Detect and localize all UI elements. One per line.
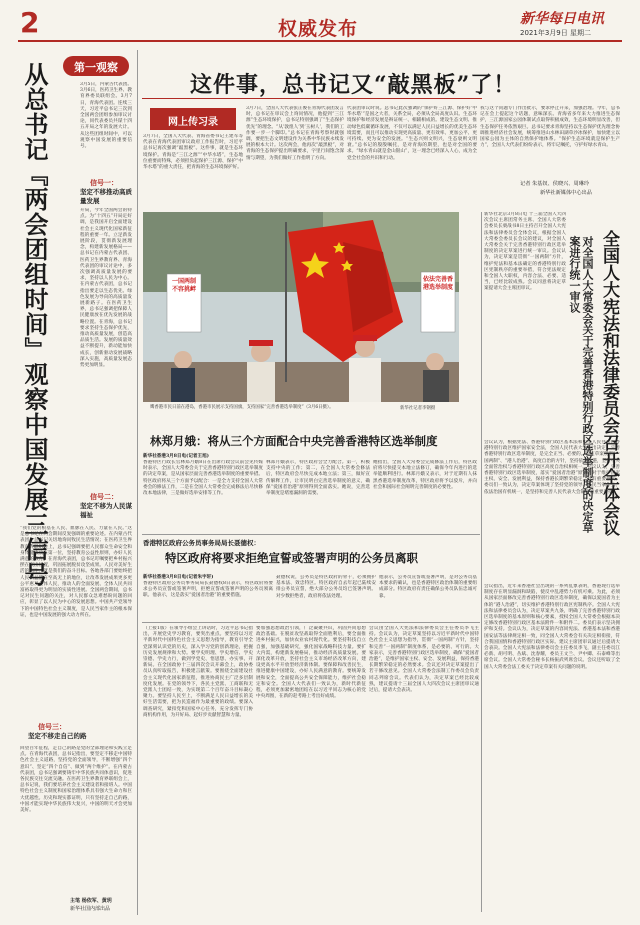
article2-headline: 林郑月娥：将从三个方面配合中央完善香港特区选举制度 (150, 434, 438, 448)
column-badge (63, 56, 129, 76)
column-badge-label: 第一观察 (74, 61, 118, 74)
right-text-2: 会议指出，近年来香港社会出现的一系列乱象表明，香港现行选举制度存在明显漏洞和缺陷，使反中乱港势力有机可乘。为此，必须从国家层面修改完善香港特别行政区选举制度，确保以爱国者为主体的“港人治港”，切实维护香港特别行政区宪制秩序。全国人大宪法和法律委员会认为，决定草案共九条，明确了完善香港特别行政区选举制度的基本原则和核心要素，授权全国人大常委会根据本决定修改香港特别行政区基本法附件一和附件二。委员们表示坚决拥护和支持。会议认为，决定草案的内容同宪法、香港基本法和香港国安法等法律规定相一致，同全国人大常委会有关决定相衔接，符合我国国情和香港特别行政区实际。建议主席团审议通过后提请大会表决。全国人大宪法和法律委员会主任委员李飞，副主任委员江必新、胡可明、丛斌、沈春耀，委员王文兰、尹中卿、石泰峰等出席会议。全国人大常委会秘书长杨振武列席会议。会议还听取了全国人大常委会法工委关于决定草案有关问题的说明。 (484, 584, 620, 670)
person-2-body (247, 362, 275, 402)
signal-2-label: 信号二： (90, 492, 118, 501)
flag-pole (285, 222, 287, 382)
left-text-1: 3月5日，内蒙古代表团。3月6日，医药卫生界、教育界委员联组会。3月7日，青海代表团。连续三天，习近平总书记三次到全国两会团组参加审议讨论，同代表委员共谋十四五开局之年的发展大计。从这些团组时间中，可以观察中国发展的重要信号。 (80, 82, 132, 150)
main-text-col3: 代表团审议时说。总书记此次强调的“保护好三江源、保护好‘中华水塔’”是国之大者，关系全局，必须从全局高度认识。生态环境保护和经济发展是辩证统一、相辅相成的。建设生态文明、推动绿色低碳循环发展，不仅可以满足人民日益增长的优美生态环境需要，而且可以推动实现更高质量、更有效率、更加公平、更可持续、更为安全的发展。“生态兴则文明兴，生态衰则文明衰。”总书记的殷殷嘱托，是对青海的期望，也是对全国的要求。“绿水青山就是金山银山”，这一理念已经深入人心，成为全党全社会的共识和行动。 (347, 106, 477, 161)
signal-1-title: 坚定不移推动高质量发展 (80, 188, 132, 205)
page-number: 2 (20, 6, 40, 39)
signal-3-label: 信号三： (38, 722, 66, 731)
right-headline: 全国人大宪法和法律委员会召开全体会议 (599, 230, 619, 536)
news-photo (143, 212, 459, 402)
main-headline-rule (142, 98, 482, 99)
article2-text-2: 林郑月娥表示，特区政府会全力配合。第一，积极支持中央的工作；第二，在全国人大常委会修法后，特区政府会尽快完成本地立法；第三，做好宣传解释工作，让市民明白完善选举制度的意义，确保“爱国者治港”原则得到全面落实。她说，完善选举制度是堵塞漏洞的需要。 (266, 460, 370, 497)
page-header (0, 0, 640, 40)
article3-text-2: 聂德权说，公务员是特区政府的骨干，必须拥护基本法、效忠特区。特区政府自去年起已陆续安排公务员宣誓，绝大部分公务员均已签署声明。对少数拒绝者，政府将依法处理。 (276, 575, 376, 599)
right-column-divider (481, 212, 482, 912)
person-1-body (171, 368, 195, 402)
article3-text-3: 他表示，公务员宣誓或签署声明，是对公务员基本要求的确认，也是香港特区政治体制的重要组成部分。特区政府有责任确保公务员队伍忠诚可靠。 (379, 575, 477, 599)
person-3-body (349, 358, 381, 402)
section-title: 权威发布 (278, 18, 359, 40)
left-byline: 主笔 杨依军、黄玥 (70, 898, 112, 904)
right-top-text: 新华社北京3月8日电 十三届全国人大四次会议主席团常务主席、全国人大常委会委员长栗战书8日主持召开全国人大宪法和法律委员会全体会议，根据全国人大常委会委员长会议的建议，对全国人大常委会关于完善香港特别行政区选举制度的决定草案进行统一审议。会议认为，决定草案是贯彻“一国两制”方针，维护宪法和基本法确定的香港特别行政区宪制秩序的重要举措，符合宪法规定和全国人大职权，内容合法、必要、适当，已经比较成熟。会议同意将决定草案提请大会主席团审议。 (484, 212, 566, 292)
main-byline: 记者 朱基钗、侯晓兴、周琳玲 (520, 181, 590, 187)
photo-sign-left: 一国两制 不容挑衅 (171, 278, 196, 293)
main-text-col4: 我与这个问题专门作出批示，要求停止开采，加强治理。今年，总书记在会上提起这个话题，意味深长。青海省多年来大力推进生态保护，三江源国家公园体制试点取得积极成效，生态环境明显改善，但生态保护任务依然艰巨。总书记要求青海坚持以生态保护优先理念协调推进经济社会发展，统筹推进山水林田湖草沙冰保护，加快建立以国家公园为主体的自然保护地体系。“保护生态环境就是保护生产力”，全国人大代表们纷纷表示，将牢记嘱托，守护好绿水青山。 (480, 106, 620, 149)
main-headline: 这件事，总书记又“敲黑板”了！ (190, 72, 517, 98)
person-1-head (174, 351, 192, 369)
main-text-col2: 3月7日，全国人大代表张正俊在青海代表团发言时，总书记在审议会上询问情况，他提到“三江源”生态环境保护，总书记特别强调了“生态保护优先”的理念。“从‘敦煌人’到‘玉树人’，我们的工作要一步一个脚印。”总书记在青海考察时就强调，要把生态文明建设作为关系中华民族永续发展的根本大计。这次两会，他再次“敲黑板”，对青海的生态保护提出明确要求，字里行间饱含深情与期望，为我们做好工作指明了方向。 (246, 106, 344, 161)
article2-dateline: 新华社香港3月8日电(记者王旭) (143, 454, 209, 459)
article2-text-1: 香港特区行政长官林郑月娥8日在出席行政会议前会见传媒时表示，全国人大常委会关于完善香港特别行政区选举制度的决定草案，是从国家层面完善香港选举制度的重要举措。特区政府将从三个方面予以配合：一是全力支持全国人大常委会的修法工作，二是在全国人大常委会完成修法后尽快修改本地法律，三是做好选举安排等工作。 (143, 460, 263, 497)
photo-illustration (143, 212, 459, 402)
article3-dateline: 新华社香港3月8日电(记者朱宇轩) (143, 575, 214, 580)
lower-text-col1: （上接1版）在领导小组会上讲话时，习近平总书记指出，开展党史学习教育，要突出重点。要坚持以习近平新时代中国特色社会主义思想为指导，教育引导全党深刻认识党的历史，深入学习党的创新理论，把握历史发展规律和大势。要学史明理、学史增信、学史崇德、学史力行，做到学党史、悟思想、办实事、开新局。在全国政协十三届四次会议开幕会上，政协委员认真听取报告，积极建言献策。要围绕全面建设社会主义现代化国家新征程，推进协商民主广泛多层制度化发展。在党的领导下，各民主党派、工商联和无党派人士团结一致，为实现第二个百年奋斗目标凝心聚力。要坚持人民至上，不断满足人民日益增长的美好生活需要，把为民造福作为最重要的政绩。要深入调查研究，紧扣党和国家中心任务，充分发挥专门协商机构作用，为开好局、起好步贡献智慧和力量。 (143, 626, 253, 718)
photo-caption: 鹰香港市民日前在港岛，香港市民展示支持国旗，支持国家“完善香港选举制度”（3月6日摄）。 (150, 405, 334, 410)
lower-text-col3: 会议由全国人大宪法和法律委员会主任委员李飞主持。会议认为，决定草案坚持以习近平新时代中国特色社会主义思想为指导，贯彻“一国两制”方针，坚持和完善“一国两制”制度体系，是必要的、可行的。大家表示，完善香港特别行政区选举制度，确保“爱国者治港”，是维护国家主权、安全、发展利益，保持香港长期繁荣稳定的必然要求。会议还对决定草案提出了若干修改意见。全国人大常委会法制工作委员会负责同志列席会议。代表们认为，决定草案已经比较成熟，建议提请十三届全国人大四次会议主席团审议通过后，提请大会表决。 (369, 626, 479, 694)
brand-logo: 新华每日电讯 (520, 11, 604, 27)
lower-divider (142, 622, 480, 623)
photo-credit: 新华社记者李钢摄 (400, 406, 436, 411)
center-divider (142, 534, 480, 535)
article3-headline: 特区政府将要求拒绝宣誓或签署声明的公务员离职 (165, 551, 418, 565)
main-tag-label: 网上传习录 (168, 117, 218, 128)
article2-text-3: 她指出，全国人大常委会完成修法工作后，特区政府将尽快提交本地立法修订，确保今年内进行的选举能顺利进行。林郑月娥又表示，对于近期有人抹黑香港选举制度改革，特区政府将予以驳斥，并向社会和国际社会阐明完善制度的必要性。 (373, 460, 477, 490)
left-title: 从总书记『两会团组时间』观察中国发展三信号 (20, 62, 49, 587)
photo-sign-right: 依法完善香港选举制度 (423, 276, 454, 291)
article3-kicker: 香港特区政府公务员事务局局长聂德权： (143, 539, 260, 547)
right-subhead: 对全国人大常委会关于完善香港特别行政区选举制度的决定草案进行统一审议 (568, 236, 594, 533)
main-text-col1: 3月7日，全国人大代表、青海省委书记王建军等代表在青海代表团审议政府工作报告时，习近平总书记再次强调“敲黑板”。这件事，就是生态环境保护。青海是“三江之源”“中华水塔”，生态地位重要而特殊，必须担负起保护三江源、保护“中华水塔”的重大责任，把青海的生态环境保护好。 (143, 134, 243, 171)
person-4-body (423, 370, 449, 402)
main-byline2: 新华社新媒体中心出品 (540, 190, 592, 196)
main-tag (150, 108, 236, 130)
signal-3-title: 坚定不移走自己的路 (28, 732, 87, 740)
signal-1-label: 信号一： (90, 178, 118, 187)
person-3-cap (353, 335, 377, 341)
header-rule (18, 40, 622, 42)
left-text-4: 回望百年征程，走自己的路是党的全部理论和实践立足点。在青海代表团，总书记指出，要坚定不移走中国特色社会主义道路，坚持党的全面领导，不断增强“四个意识”、坚定“四个自信”、做到“两个维护”。在内蒙古代表团，总书记强调要铸牢中华民族共同体意识，促进各民族交往交流交融。在医药卫生界教育界联组会上，总书记说，我们要培养社会主义建设者和接班人。中国特色社会主义制度和国家治理体系具有强大生命力和巨大优越性。历史和现实都证明，只有坚持走自己的路，中国才能实现中华民族伟大复兴，中国的明天才会更加美好。 (20, 746, 132, 814)
person-2-cap (249, 340, 273, 346)
header-date: 2021年3月9日 星期二 (520, 29, 591, 37)
left-byline2: 新华社国内部出品 (70, 906, 111, 912)
article3-text-1: 香港特区政府公务员事务局局长聂德权8日表示，特区政府将要求公务员宣誓或签署声明，拒绝宣誓或签署声明的公务员须离职。他表示，这是落实“爱国者治港”的重要措施。 (143, 581, 273, 599)
person-4-head (426, 353, 444, 371)
left-text-3: “我们党的根基在人民、血脉在人民、力量在人民。”这是总书记在两会期间反复强调的重要论述。在内蒙古代表团，总书记关切地询问牧民生活情况；在医药卫生界教育界联组会上，总书记强调要把人民群众生命安全和身体健康放在第一位，坚持教育公益性原则，办好人民满意的教育。在青海代表团，总书记叮嘱要把乡村振兴摆在突出位置，巩固拓展脱贫攻坚成果。人民对美好生活的向往，就是我们的奋斗目标。各地各部门要始终把人民利益摆在至高无上的地位，让改革发展成果更多更公平惠及全体人民，推动人的全面发展、全体人民共同富裕取得更为明显的实质性进展。全国两会期间，总书记对民生问题的关注，对人民群众急难愁盼问题的回应，彰显了以人民为中心的发展思想。中国共产党领导下的中国特色社会主义制度，是人民当家作主的根本保证，也是中国发展的强大动力所在。 (20, 526, 132, 618)
lower-text-col2: 要加强思想政治引领，广泛凝聚共识，巩固共同思想政治基础。在脱贫攻坚战取得全面胜利后，要全面推进乡村振兴，加快农业农村现代化。要坚持科技自立自强，加强基础研究，强化国家战略科技力量。要扩大内需，构建新发展格局，推动经济高质量发展。要深化改革开放，坚持社会主义市场经济改革方向，建设更高水平开放型经济新体制。要保障和改善民生，推进健康中国建设，办好人民满意的教育。要统筹发展和安全，全面提高公共安全保障能力，维护社会稳定和安全。全国人大代表们一致认为，新时代新征程，必须更加紧密地团结在以习近平同志为核心的党中央周围，在新的赶考路上考出好成绩。 (256, 626, 366, 700)
signal-2-title: 坚定不移为人民谋福祉 (80, 502, 132, 519)
left-column-divider (137, 50, 138, 915)
right-text-1: 会议认为，根据宪法、香港特别行政区基本法和中华人民共和国香港特别行政区维护国家安全法，全国人民代表大会作出决定，完善香港特别行政区选举制度，是完全正当、必要的。决定草案贯彻“一国两制”、“港人治港”、高度自治的方针，坚持依法治港，坚持中央全面管治权与香港特别行政区高度自治权相统一。会议认为，完善香港特别行政区选举制度，落实“爱国者治港”原则，对于维护国家主权、安全、发展利益，保持香港长期繁荣稳定，具有重要意义。委员们一致认为，决定草案体现了坚持党的领导、人民当家作主、依法治国有机统一，是坚持和完善人民代表大会制度的重要举措。 (484, 440, 620, 495)
left-text-2: 开局，今年全国两会的特点。为“十四五”开局定好调，是我国开启全面建设社会主义现代化国家新征程的重要一年。立足新发展阶段，贯彻新发展理念，构建新发展格局——总书记在内蒙古代表团、医药卫生界教育界、青海代表团的审议讨论中，多次强调高质量发展的要求，坚持以人民为中心。在内蒙古代表团，总书记指出要走以生态优先、绿色发展为导向的高质量发展新路子。在医药卫生界，总书记强调把保障人民健康放在优先发展的战略位置。在青海，总书记要求坚持生态保护优先，推动高质量发展，创造高品质生活。发展的质量效益不断提升，新动能加快成长，创新驱动发展战略深入实施，高质量发展态势更加明显。 (80, 208, 132, 369)
